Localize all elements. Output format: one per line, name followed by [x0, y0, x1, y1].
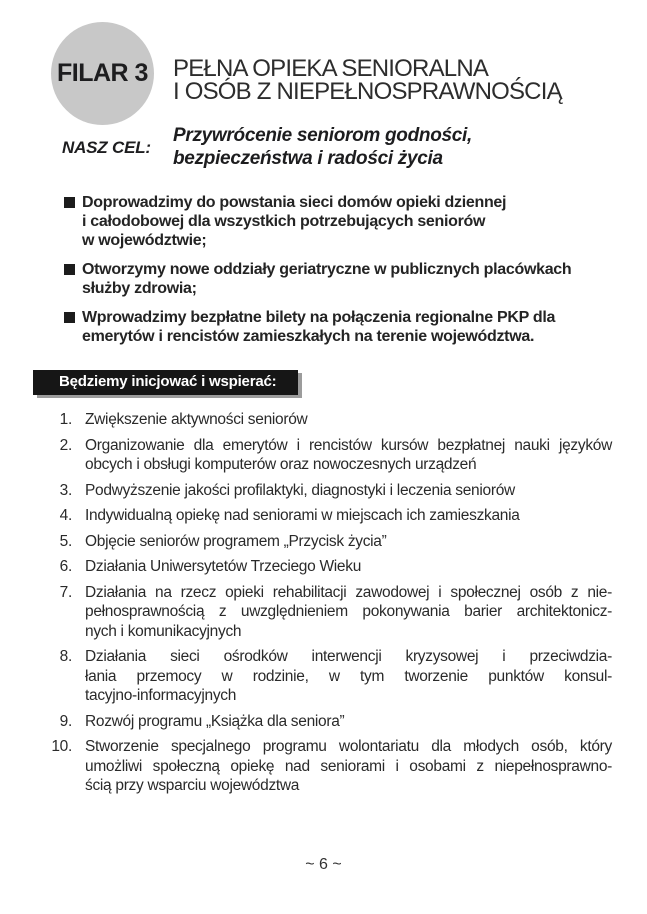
goal-text	[173, 124, 472, 170]
item-line: nych i komunikacyjnych	[85, 622, 242, 640]
item-line: Indywidualną opiekę nad seniorami w miejscach ich zamieszkania	[85, 507, 520, 524]
section-heading-banner	[33, 370, 298, 395]
item-number: 8.	[59, 648, 72, 665]
goal-line-2: bezpieczeństwa i radości życia	[173, 148, 443, 169]
item-text	[85, 481, 612, 501]
item-line: tacyjno-informacyjnych	[85, 687, 237, 704]
commitment-line: emerytów i rencistów zamieszkałych na terenie województwa.	[82, 328, 535, 345]
pillar-label: FILAR 3	[57, 59, 148, 87]
numbered-item	[46, 737, 612, 796]
commitment-text	[82, 308, 612, 346]
numbered-item	[46, 481, 612, 501]
item-line: Organizowanie dla emerytów i rencistów kursów bezpłatnej nauki języków	[85, 436, 612, 454]
item-text	[85, 647, 612, 706]
item-number: 4.	[59, 507, 72, 524]
commitment-line: Doprowadzimy do powstania sieci domów opieki dziennej	[82, 194, 507, 211]
numbered-item	[46, 506, 612, 526]
item-line: Stworzenie specjalnego programu wolontariatu dla młodych osób, który	[85, 738, 612, 755]
numbered-item	[46, 557, 612, 577]
item-number: 5.	[59, 532, 72, 550]
goal-label: NASZ CEL:	[62, 138, 151, 157]
commitment-text	[82, 260, 612, 298]
numbered-item	[46, 532, 612, 552]
item-number: 2.	[59, 436, 72, 454]
commitment-item	[64, 260, 612, 298]
item-line: ścią przy wsparciu województwa	[85, 777, 300, 794]
section-heading: Będziemy inicjować i wspierać:	[59, 373, 277, 390]
item-number: 7.	[59, 583, 72, 601]
commitment-item	[64, 193, 612, 250]
item-line: Działania sieci ośrodków interwencji kryzysowej i przeciwdzia-	[85, 648, 612, 665]
numbered-item	[46, 583, 612, 642]
item-line: Działania Uniwersytetów Trzeciego Wieku	[85, 558, 362, 575]
item-number: 9.	[59, 712, 72, 730]
goal-line-1: Przywrócenie seniorom godności,	[173, 125, 472, 146]
item-line: pełnosprawnością z uwzględnieniem pokonywania barier architektonicz-	[85, 603, 612, 620]
title-line-2: I OSÓB Z NIEPEŁNOSPRAWNOŚCIĄ	[173, 78, 562, 105]
item-line: Zwiększenie aktywności seniorów	[85, 411, 308, 428]
commitment-line: i całodobowej dla wszystkich potrzebujących seniorów	[82, 213, 486, 230]
title-line-1: PEŁNA OPIEKA SENIORALNA	[173, 55, 489, 82]
square-bullet-icon	[64, 312, 75, 323]
item-line: Objęcie seniorów programem „Przycisk życia”	[85, 532, 387, 550]
item-text	[85, 410, 612, 430]
numbered-item	[46, 647, 612, 706]
numbered-item	[46, 410, 612, 430]
item-line: Działania na rzecz opieki rehabilitacji zawodowej i społecznej osób z nie-	[85, 583, 612, 601]
square-bullet-icon	[64, 264, 75, 275]
item-line: Rozwój programu „Książka dla seniora”	[85, 712, 345, 730]
commitment-item	[64, 308, 612, 346]
item-text	[85, 583, 612, 642]
item-line: umożliwi społeczną opiekę nad seniorami i osobami z niepełnosprawno-	[85, 757, 612, 775]
commitment-line: w województwie;	[82, 232, 207, 249]
numbered-item	[46, 436, 612, 475]
item-number: 6.	[59, 558, 72, 575]
item-text	[85, 506, 612, 526]
commitments-list	[64, 193, 612, 356]
item-line: łania przemocy w rodzinie, w tym tworzenie punktów konsul-	[85, 667, 612, 685]
numbered-item	[46, 712, 612, 732]
item-text	[85, 436, 612, 475]
item-text	[85, 737, 612, 796]
item-text	[85, 712, 612, 732]
item-text	[85, 532, 612, 552]
pillar-badge	[51, 22, 154, 125]
item-line: Podwyższenie jakości profilaktyki, diagnostyki i leczenia seniorów	[85, 481, 515, 499]
item-number: 1.	[59, 411, 72, 428]
item-text	[85, 557, 612, 577]
commitment-text	[82, 193, 612, 250]
item-number: 3.	[59, 481, 72, 499]
item-line: obcych i obsługi komputerów oraz nowoczesnych urządzeń	[85, 456, 477, 473]
numbered-list	[46, 410, 612, 802]
item-number: 10.	[51, 738, 72, 755]
page-number: ~ 6 ~	[305, 856, 342, 873]
commitment-line: Wprowadzimy bezpłatne bilety na połączenia regionalne PKP dla	[82, 309, 556, 326]
commitment-line: Otworzymy nowe oddziały geriatryczne w publicznych placówkach	[82, 261, 572, 278]
commitment-line: służby zdrowia;	[82, 280, 197, 297]
page-title	[173, 57, 562, 103]
square-bullet-icon	[64, 197, 75, 208]
